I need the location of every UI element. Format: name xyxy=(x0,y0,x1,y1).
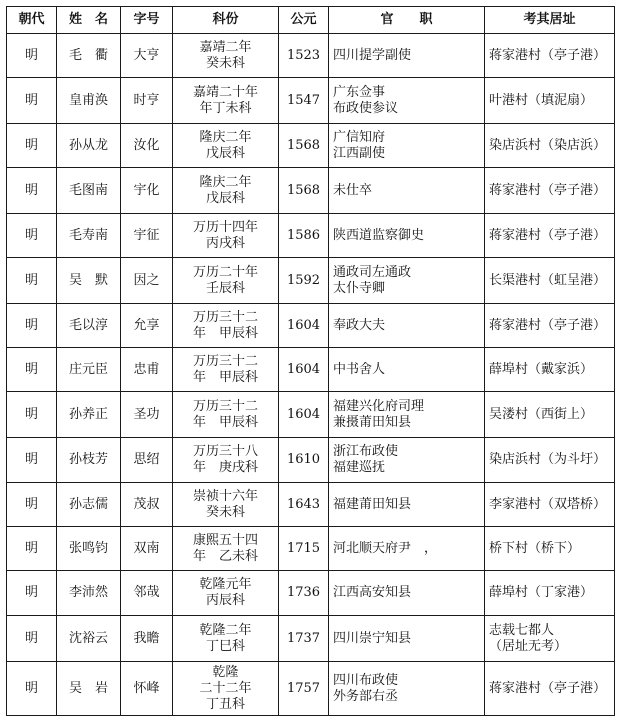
dynasty-cell: 明 xyxy=(7,527,57,571)
exam-cell-line: 丁巳科 xyxy=(205,638,245,654)
year-cell: 1568 xyxy=(279,168,329,214)
address-cell xyxy=(485,78,615,124)
year-cell: 1715 xyxy=(279,527,329,571)
office-cell xyxy=(329,348,485,392)
address-cell xyxy=(485,571,615,616)
header-address: 考其居址 xyxy=(485,7,615,34)
year-cell: 1586 xyxy=(279,214,329,258)
dynasty-cell: 明 xyxy=(7,34,57,78)
header-office: 官 职 xyxy=(329,7,485,34)
exam-cell xyxy=(173,304,279,348)
office-cell xyxy=(329,483,485,527)
year-cell: 1643 xyxy=(279,483,329,527)
name-cell: 毛以淳 xyxy=(57,304,121,348)
address-cell-line: 志载七都人 xyxy=(489,622,555,638)
table-row xyxy=(7,438,615,483)
office-cell-line: 兼摄莆田知县 xyxy=(333,414,412,430)
year-cell: 1737 xyxy=(279,616,329,662)
exam-cell-line: 年 甲辰科 xyxy=(192,369,258,385)
office-cell xyxy=(329,662,485,716)
exam-cell xyxy=(173,258,279,304)
exam-cell-line: 嘉靖二十年 xyxy=(192,84,258,100)
office-cell-line: 福建巡抚 xyxy=(333,460,386,475)
exam-cell-line: 隆庆二年 xyxy=(199,129,252,145)
exam-cell xyxy=(173,214,279,258)
exam-cell xyxy=(173,168,279,214)
office-cell xyxy=(329,124,485,168)
exam-cell-line: 万历三十二 xyxy=(192,353,258,369)
office-cell-line: 四川崇宁知县 xyxy=(333,630,412,646)
year-cell: 1610 xyxy=(279,438,329,483)
address-cell xyxy=(485,124,615,168)
exam-cell-line: 戊辰科 xyxy=(205,190,245,206)
table-row xyxy=(7,34,615,78)
table-body xyxy=(7,34,615,716)
address-cell xyxy=(485,304,615,348)
office-cell xyxy=(329,78,485,124)
exam-cell-line: 年丁未科 xyxy=(199,100,252,116)
table-row xyxy=(7,78,615,124)
address-cell-line: 染店浜村（为斗圩） xyxy=(489,452,607,467)
header-name: 姓 名 xyxy=(57,7,121,34)
address-cell-line: 染店浜村（染店浜） xyxy=(489,137,607,153)
name-cell: 吴 默 xyxy=(57,258,121,304)
dynasty-cell: 明 xyxy=(7,483,57,527)
name-cell: 张鸣钧 xyxy=(57,527,121,571)
zihao-cell: 大亨 xyxy=(121,34,173,78)
exam-cell-line: 癸未科 xyxy=(205,504,245,520)
office-cell-line: 四川布政使 xyxy=(333,672,399,688)
name-cell: 毛寿南 xyxy=(57,214,121,258)
exam-cell-line: 戊辰科 xyxy=(205,145,245,161)
office-cell-line: 未仕卒 xyxy=(333,182,373,198)
office-cell xyxy=(329,258,485,304)
name-cell: 吴 岩 xyxy=(57,662,121,716)
table-row xyxy=(7,348,615,392)
address-cell xyxy=(485,392,615,438)
zihao-cell: 允享 xyxy=(121,304,173,348)
dynasty-cell: 明 xyxy=(7,438,57,483)
address-cell-line: （居址无考） xyxy=(489,638,568,654)
address-cell xyxy=(485,34,615,78)
name-cell: 孙志儒 xyxy=(57,483,121,527)
address-cell xyxy=(485,348,615,392)
dynasty-cell: 明 xyxy=(7,214,57,258)
address-cell-line: 蒋家港村（亭子港） xyxy=(489,182,607,198)
address-cell-line: 蒋家港村（亭子港） xyxy=(489,227,607,243)
exam-cell-line: 嘉靖二年 xyxy=(199,39,252,55)
dynasty-cell: 明 xyxy=(7,662,57,716)
dynasty-cell: 明 xyxy=(7,348,57,392)
name-cell: 毛图南 xyxy=(57,168,121,214)
table-row xyxy=(7,392,615,438)
dynasty-cell: 明 xyxy=(7,304,57,348)
office-cell-line: 广信知府 xyxy=(333,129,386,145)
exam-cell xyxy=(173,527,279,571)
zihao-cell: 双南 xyxy=(121,527,173,571)
office-cell xyxy=(329,527,485,571)
exam-cell-line: 丙辰科 xyxy=(205,593,245,608)
office-cell xyxy=(329,304,485,348)
address-cell xyxy=(485,527,615,571)
office-cell-line: 福建兴化府司理 xyxy=(333,398,425,414)
office-cell-line: 浙江布政使 xyxy=(333,444,399,459)
exam-cell xyxy=(173,34,279,78)
exam-cell xyxy=(173,662,279,716)
exam-cell-line: 隆庆二年 xyxy=(199,174,252,190)
exam-cell-line: 丁丑科 xyxy=(205,696,245,712)
office-cell xyxy=(329,438,485,483)
table-row xyxy=(7,304,615,348)
table-row xyxy=(7,662,615,716)
address-cell-line: 薛埠村（戴家浜） xyxy=(489,361,594,377)
year-cell: 1736 xyxy=(279,571,329,616)
exam-cell xyxy=(173,571,279,616)
name-cell: 毛 衢 xyxy=(57,34,121,78)
name-cell: 孙从龙 xyxy=(57,124,121,168)
table-row xyxy=(7,124,615,168)
header-exam: 科份 xyxy=(173,7,279,34)
exam-cell-line: 癸未科 xyxy=(205,55,245,71)
zihao-cell: 茂叔 xyxy=(121,483,173,527)
office-cell-line: 太仆寺卿 xyxy=(333,280,386,296)
address-cell xyxy=(485,214,615,258)
exam-cell xyxy=(173,392,279,438)
year-cell: 1523 xyxy=(279,34,329,78)
exam-cell-line: 年 甲辰科 xyxy=(192,414,258,430)
exam-cell-line: 康熙五十四 xyxy=(192,532,258,548)
dynasty-cell: 明 xyxy=(7,258,57,304)
address-cell-line: 薛埠村（丁家港） xyxy=(489,585,594,600)
office-cell-line: 通政司左通政 xyxy=(333,264,412,280)
exam-cell-line: 乾隆 xyxy=(212,664,239,680)
zihao-cell: 宇征 xyxy=(121,214,173,258)
exam-cell-line: 丙戌科 xyxy=(205,235,245,251)
officials-table xyxy=(6,6,615,716)
zihao-cell: 因之 xyxy=(121,258,173,304)
zihao-cell: 邻哉 xyxy=(121,571,173,616)
zihao-cell: 时亨 xyxy=(121,78,173,124)
office-cell xyxy=(329,616,485,662)
zihao-cell: 怀峰 xyxy=(121,662,173,716)
table-row xyxy=(7,258,615,304)
dynasty-cell: 明 xyxy=(7,124,57,168)
dynasty-cell: 明 xyxy=(7,616,57,662)
dynasty-cell: 明 xyxy=(7,571,57,616)
name-cell: 李沛然 xyxy=(57,571,121,616)
exam-cell-line: 壬辰科 xyxy=(205,280,245,296)
header-dynasty: 朝代 xyxy=(7,7,57,34)
year-cell: 1757 xyxy=(279,662,329,716)
exam-cell xyxy=(173,78,279,124)
zihao-cell: 汝化 xyxy=(121,124,173,168)
address-cell-line: 李家港村（双塔桥） xyxy=(489,496,607,512)
address-cell xyxy=(485,662,615,716)
exam-cell-line: 万历二十年 xyxy=(192,264,258,280)
table-row xyxy=(7,527,615,571)
dynasty-cell: 明 xyxy=(7,168,57,214)
address-cell xyxy=(485,258,615,304)
table-row xyxy=(7,483,615,527)
exam-cell-line: 二十二年 xyxy=(199,680,252,696)
office-cell xyxy=(329,214,485,258)
address-cell-line: 蒋家港村（亭子港） xyxy=(489,47,607,63)
exam-cell-line: 乾隆二年 xyxy=(199,622,252,638)
header-year: 公元 xyxy=(279,7,329,34)
office-cell-line: 陕西道监察御史 xyxy=(333,227,425,243)
year-cell: 1592 xyxy=(279,258,329,304)
office-cell-line: 布政使参议 xyxy=(333,100,399,116)
exam-cell-line: 乾隆元年 xyxy=(199,577,252,592)
name-cell: 孙枝芳 xyxy=(57,438,121,483)
year-cell: 1568 xyxy=(279,124,329,168)
table-row xyxy=(7,616,615,662)
office-cell-line: 奉政大夫 xyxy=(333,317,386,333)
dynasty-cell: 明 xyxy=(7,392,57,438)
address-cell xyxy=(485,168,615,214)
office-cell-line: 河北顺天府尹 ， xyxy=(333,540,438,556)
address-cell xyxy=(485,616,615,662)
header-zihao: 字号 xyxy=(121,7,173,34)
office-cell-line: 江西高安知县 xyxy=(333,585,412,600)
office-cell xyxy=(329,168,485,214)
zihao-cell: 思绍 xyxy=(121,438,173,483)
exam-cell-line: 崇祯十六年 xyxy=(192,488,258,504)
year-cell: 1604 xyxy=(279,348,329,392)
office-cell xyxy=(329,392,485,438)
office-cell-line: 福建莆田知县 xyxy=(333,496,412,512)
zihao-cell: 圣功 xyxy=(121,392,173,438)
address-cell-line: 蒋家港村（亭子港） xyxy=(489,317,607,333)
exam-cell xyxy=(173,348,279,392)
address-cell-line: 蒋家港村（亭子港） xyxy=(489,680,607,696)
table-row xyxy=(7,571,615,616)
exam-cell xyxy=(173,483,279,527)
name-cell: 孙养正 xyxy=(57,392,121,438)
name-cell: 皇甫涣 xyxy=(57,78,121,124)
table-row xyxy=(7,214,615,258)
address-cell-line: 吴溇村（西街上） xyxy=(489,406,594,422)
address-cell-line: 桥下村（桥下） xyxy=(489,540,581,556)
office-cell-line: 外务部右丞 xyxy=(333,688,399,704)
exam-cell-line: 年 甲辰科 xyxy=(192,325,258,341)
zihao-cell: 我瞻 xyxy=(121,616,173,662)
address-cell-line: 叶港村（填泥扇） xyxy=(489,92,594,108)
zihao-cell: 忠甫 xyxy=(121,348,173,392)
header-row xyxy=(7,7,615,34)
exam-cell-line: 万历三十八 xyxy=(192,444,258,459)
address-cell xyxy=(485,438,615,483)
office-cell xyxy=(329,34,485,78)
exam-cell-line: 万历三十二 xyxy=(192,398,258,414)
year-cell: 1604 xyxy=(279,392,329,438)
office-cell-line: 四川提学副使 xyxy=(333,47,412,63)
name-cell: 沈裕云 xyxy=(57,616,121,662)
exam-cell xyxy=(173,438,279,483)
name-cell: 庄元臣 xyxy=(57,348,121,392)
exam-cell-line: 万历十四年 xyxy=(192,219,258,235)
exam-cell-line: 年 乙未科 xyxy=(192,548,258,564)
office-cell-line: 江西副使 xyxy=(333,145,386,161)
year-cell: 1547 xyxy=(279,78,329,124)
office-cell-line: 中书舍人 xyxy=(333,361,386,377)
dynasty-cell: 明 xyxy=(7,78,57,124)
exam-cell xyxy=(173,124,279,168)
exam-cell xyxy=(173,616,279,662)
zihao-cell: 宇化 xyxy=(121,168,173,214)
year-cell: 1604 xyxy=(279,304,329,348)
office-cell-line: 广东佥事 xyxy=(333,84,386,100)
address-cell-line: 长渠港村（虹呈港） xyxy=(489,272,607,288)
office-cell xyxy=(329,571,485,616)
exam-cell-line: 万历三十二 xyxy=(192,309,258,325)
table-row xyxy=(7,168,615,214)
address-cell xyxy=(485,483,615,527)
exam-cell-line: 年 庚戌科 xyxy=(192,460,258,475)
